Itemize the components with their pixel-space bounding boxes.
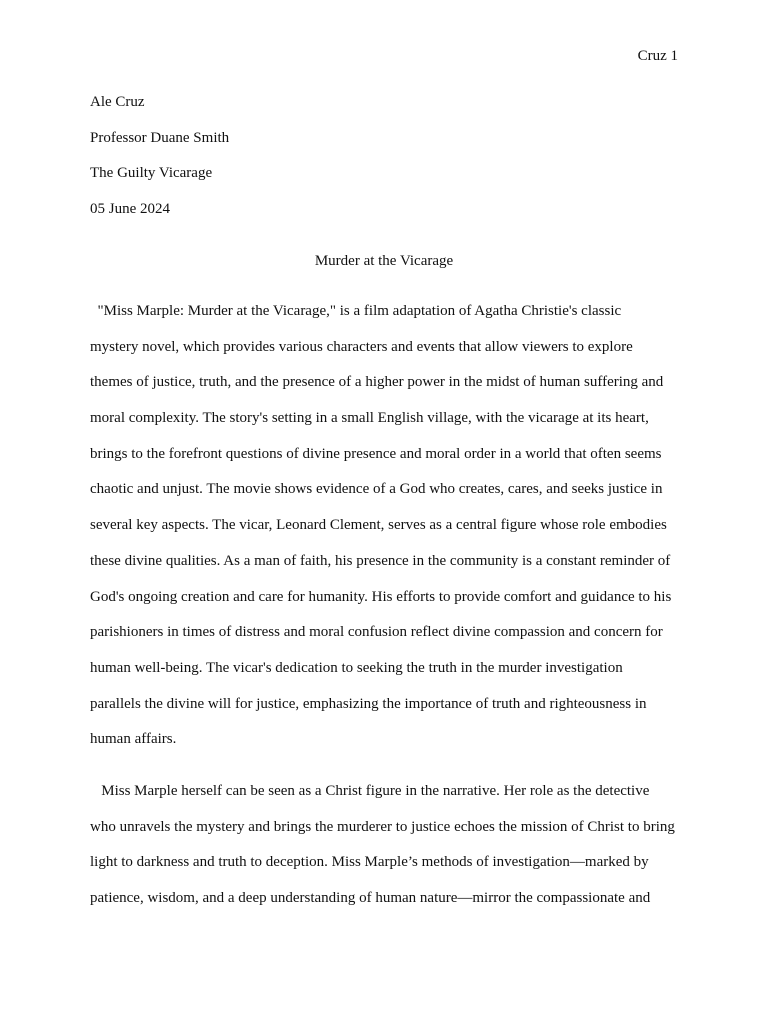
paragraph-1 [90, 302, 690, 766]
paragraph-line: chaotic and unjust. The movie shows evidence of a God who creates, cares, and seeks justice in [90, 481, 663, 498]
paragraph-line: who unravels the mystery and brings the murderer to justice echoes the mission of Christ to bring [90, 818, 675, 835]
paragraph-line: human well-being. The vicar's dedication to seeking the truth in the murder investigation [90, 659, 623, 676]
paragraph-line: several key aspects. The vicar, Leonard Clement, serves as a central figure whose role embodies [90, 517, 667, 534]
page-number-header: Cruz 1 [637, 48, 678, 64]
paragraph-line: these divine qualities. As a man of faith, his presence in the community is a constant reminder of [90, 552, 671, 569]
paragraph-line: brings to the forefront questions of divine presence and moral order in a world that often seems [90, 445, 662, 462]
paragraph-line: God's ongoing creation and care for humanity. His efforts to provide comfort and guidance to his [90, 588, 672, 605]
paragraph-2 [90, 782, 690, 925]
paragraph-line: themes of justice, truth, and the presence of a higher power in the midst of human suffering and [90, 374, 664, 391]
author-name: Ale Cruz [90, 94, 145, 110]
course-name: The Guilty Vicarage [90, 165, 213, 181]
document-date: 05 June 2024 [90, 200, 170, 217]
mla-heading [90, 93, 229, 235]
paragraph-line: human affairs. [90, 731, 177, 748]
paragraph-line: parallels the divine will for justice, emphasizing the importance of truth and righteousness in [90, 695, 647, 712]
paragraph-line: Miss Marple herself can be seen as a Christ figure in the narrative. Her role as the detective [90, 783, 650, 799]
paragraph-line: mystery novel, which provides various characters and events that allow viewers to explore [90, 338, 633, 355]
paragraph-line: parishioners in times of distress and moral confusion reflect divine compassion and concern for [90, 624, 663, 641]
paragraph-line: "Miss Marple: Murder at the Vicarage," is a film adaptation of Agatha Christie's classic [90, 303, 622, 319]
paragraph-line: light to darkness and truth to deception. Miss Marple’s methods of investigation—marked by [90, 854, 649, 871]
professor-name: Professor Duane Smith [90, 129, 230, 146]
paragraph-line: moral complexity. The story's setting in a small English village, with the vicarage at its heart, [90, 410, 649, 427]
paragraph-line: patience, wisdom, and a deep understanding of human nature—mirror the compassionate and [90, 890, 651, 907]
document-title: Murder at the Vicarage [314, 253, 454, 269]
